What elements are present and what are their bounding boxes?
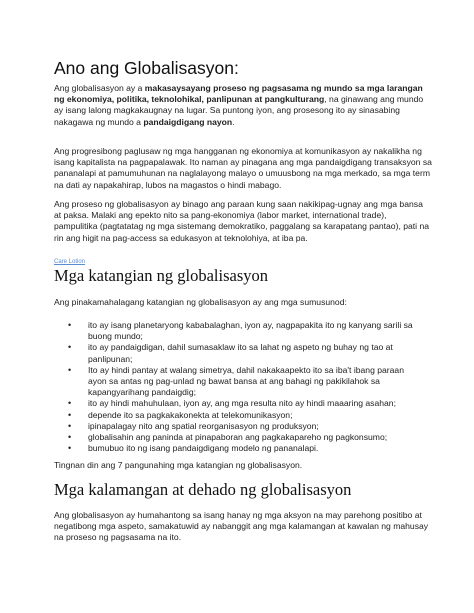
intro-text-1: Ang globalisasyon ay a [54, 83, 145, 93]
section-heading-pros-cons: Mga kalamangan at dehado ng globalisasyon [54, 480, 352, 499]
characteristics-list [54, 320, 424, 454]
list-item: • ito ay isang planetaryong kababalaghan, iyon ay, nagpapakita ito ng kanyang sarili sa buong mundo; [54, 320, 424, 342]
section-heading-characteristics: Mga katangian ng globalisasyon [54, 266, 269, 285]
sponsored-link[interactable]: Care Lotion [54, 259, 86, 265]
intro-text-2: , na ginawang ang mundo ay isang lalong magkakaugnay na lugar. Sa puntong iyon, ang prosesong ito ay sinasabing nakagawa ng mundo a [54, 94, 424, 127]
characteristics-intro: Ang pinakamahalagang katangian ng globalisasyon ay ang mga sumusunod: [54, 297, 347, 307]
intro-bold-1: makasaysayang proseso ng pagsasama ng mundo sa mga larangan ng ekonomiya, politika, teknolohikal, panlipunan at pangkulturang [54, 83, 423, 105]
list-item: • ipinapalagay nito ang spatial reorganisasyon ng produksyon; [54, 421, 424, 432]
pros-cons-paragraph: Ang globalisasyon ay humahantong sa isang hanay ng mga aksyon na may parehong positibo at negatibong mga aspeto, samakatuwid ay nabanggit ang mga kalamangan at kawalan ng mahusay na proseso ng pagsasama na ito. [54, 510, 429, 543]
intro-bold-2: pandaigdigang nayon [143, 116, 233, 127]
progress-paragraph: Ang progresibong paglusaw ng mga hangganan ng ekonomiya at komunikasyon ay nakalikha ng isang kapitalista na pagpapalawak. Ito naman ay pinagana ang mga pandaigdigang transaksyon sa pananalapi at pamumuhunan na naglalayong malayo o umuusbong na mga merkado, sa mga term na dati ay napakahirap, lubos na magastos o hindi mabago. [54, 146, 432, 190]
intro-paragraph [54, 83, 432, 128]
list-item: • Ito ay hindi pantay at walang simetrya, dahil nakakaapekto ito sa iba't ibang paraan ayon sa antas ng pag-unlad ng bawat bansa at ang bahagi ng pakikilahok sa kapangyarihang pandaigdig; [54, 365, 424, 399]
impact-paragraph: Ang proseso ng globalisasyon ay binago ang paraan kung saan nakikipag-ugnay ang mga bansa at paksa. Malaki ang epekto nito sa pang-ekonomiya (labor market, international trade), pampulitika (pagtatatag ng mga sistemang demokratiko, paggalang sa karapatang pantao), pati na rin ang higit na pag-access sa edukasyon at teknolohiya, at iba pa. [54, 199, 430, 243]
list-item: • ito ay hindi mahuhulaan, iyon ay, ang mga resulta nito ay hindi maaaring asahan; [54, 398, 424, 409]
list-item: • globalisahin ang paninda at pinapaboran ang pagkakapareho ng pagkonsumo; [54, 432, 424, 443]
list-item: • ito ay pandaigdigan, dahil sumasaklaw ito sa lahat ng aspeto ng buhay ng tao at panlipunan; [54, 342, 424, 364]
intro-text-3: . [232, 116, 235, 127]
page-title: Ano ang Globalisasyon: [54, 58, 239, 78]
list-item: • bumubuo ito ng isang pandaigdigang modelo ng pananalapi. [54, 443, 424, 454]
list-item: • depende ito sa pagkakakonekta at telekomunikasyon; [54, 410, 424, 421]
characteristics-see-also: Tingnan din ang 7 pangunahing mga katangian ng globalisasyon. [54, 460, 303, 470]
